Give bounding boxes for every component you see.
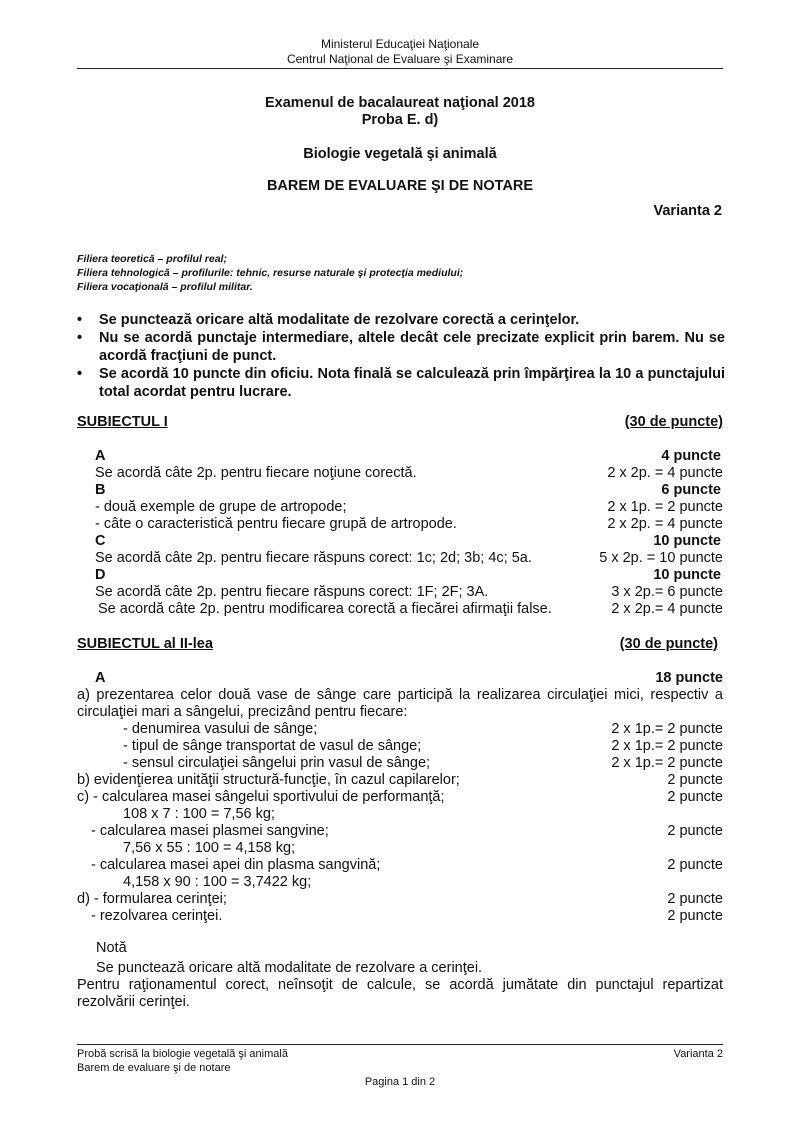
criterion-score: 2 puncte — [667, 857, 723, 873]
section-label: D — [95, 567, 106, 583]
rule-item: • Se punctează oricare altă modalitate de rezolvare corectă a cerinţelor. — [77, 311, 725, 329]
section-points: 6 puncte — [661, 482, 721, 498]
criterion-text: Se acordă câte 2p. pentru fiecare răspuns corect: 1F; 2F; 3A. — [95, 584, 489, 600]
score-row — [95, 499, 723, 516]
criterion-text: - tipul de sânge transportat de vasul de sânge; — [123, 738, 422, 754]
rule-item: • Se acordă 10 puncte din oficiu. Nota finală se calculează prin împărţirea la 10 a punctajului total acordat pentru lucrare. — [77, 365, 725, 401]
score-row — [95, 550, 723, 567]
section-a-header — [95, 448, 723, 465]
subiect-2-title: SUBIECTUL al II-lea — [77, 636, 213, 652]
criterion-score: 2 puncte — [667, 891, 723, 907]
section-points: 4 puncte — [661, 448, 721, 464]
exam-title: Examenul de bacalaureat naţional 2018 — [265, 95, 535, 111]
score-row — [77, 721, 723, 738]
institution-line-1: Ministerul Educaţiei Naţionale — [320, 37, 480, 51]
calculation-text: 4,158 x 90 : 100 = 3,7422 kg; — [123, 874, 312, 890]
criterion-score: 2 x 2p. = 4 puncte — [607, 516, 723, 532]
criterion-score: 2 puncte — [667, 908, 723, 924]
subiect-2-body — [77, 670, 723, 925]
section-points: 18 puncte — [655, 670, 723, 686]
section-label: B — [95, 482, 106, 498]
criterion-text: - denumirea vasului de sânge; — [123, 721, 318, 737]
footer-left-2: Barem de evaluare şi de notare — [77, 1062, 231, 1074]
section-b-header — [95, 482, 723, 499]
criterion-score: 2 x 1p. = 2 puncte — [607, 499, 723, 515]
barem-title: BAREM DE EVALUARE ŞI DE NOTARE — [266, 178, 534, 194]
criterion-score: 2 puncte — [667, 772, 723, 788]
nota-line-2: Pentru raţionamentul corect, neînsoţit de calcule, se acordă jumătate din punctajul repartizat rezolvării cerinţei. — [77, 977, 723, 1010]
subiect-1-title: SUBIECTUL I — [77, 414, 168, 430]
calculation-text: 7,56 x 55 : 100 = 4,158 kg; — [123, 840, 296, 856]
score-row — [95, 584, 723, 601]
score-row — [77, 755, 723, 772]
section-c-header — [95, 533, 723, 550]
subiect-1-body — [95, 448, 723, 618]
criterion-score: 2 puncte — [667, 823, 723, 839]
criterion-score: 2 x 1p.= 2 puncte — [611, 721, 723, 737]
subiect-1-heading — [77, 414, 723, 430]
criterion-text: Se acordă câte 2p. pentru modificarea corectă a fiecărei afirmaţii false. — [98, 601, 552, 617]
score-row — [95, 465, 723, 482]
criterion-score: 2 x 1p.= 2 puncte — [611, 755, 723, 771]
section-d-header — [95, 567, 723, 584]
institution-line-2: Centrul Naţional de Evaluare şi Examinare — [286, 52, 514, 66]
general-rules — [77, 311, 725, 401]
criterion-text: - sensul circulaţiei sângelui prin vasul de sânge; — [123, 755, 431, 771]
criterion-text: - câte o caracteristică pentru fiecare grupă de artropode. — [95, 516, 457, 532]
section-points: 10 puncte — [653, 533, 721, 549]
footer-varianta: Varianta 2 — [673, 1048, 723, 1060]
score-row — [77, 857, 723, 874]
calculation-row — [77, 874, 723, 891]
section-label: A — [95, 670, 106, 686]
footer-left-1: Probă scrisă la biologie vegetală şi animală — [77, 1048, 288, 1060]
criterion-text: - calcularea masei plasmei sangvine; — [91, 823, 329, 839]
criterion-score: 2 x 2p.= 4 puncte — [611, 601, 723, 617]
rule-item: • Nu se acordă punctaje intermediare, altele decât cele precizate explicit prin barem. Nu se acordă fracţiuni de punct. — [77, 329, 725, 365]
section-a-header — [77, 670, 723, 687]
varianta-label: Varianta 2 — [653, 203, 722, 219]
proba-title: Proba E. d) — [361, 112, 439, 128]
score-row — [77, 738, 723, 755]
criterion-text: - rezolvarea cerinţei. — [91, 908, 223, 924]
criterion-score: 2 x 1p.= 2 puncte — [611, 738, 723, 754]
filiera-1: Filiera teoretică – profilul real; — [77, 253, 227, 265]
subiect-1-points: (30 de puncte) — [624, 414, 723, 430]
score-row — [77, 908, 723, 925]
score-row — [77, 823, 723, 840]
calculation-text: 108 x 7 : 100 = 7,56 kg; — [123, 806, 275, 822]
calculation-row — [77, 840, 723, 857]
subiect-2-points: (30 de puncte) — [619, 636, 718, 652]
section-points: 10 puncte — [653, 567, 721, 583]
criterion-text: c) - calcularea masei sângelui sportivului de performanţă; — [77, 789, 445, 805]
score-row — [77, 789, 723, 806]
criterion-text: d) - formularea cerinţei; — [77, 891, 227, 907]
subiect-2-heading — [77, 636, 718, 652]
section-label: C — [95, 533, 106, 549]
score-row — [77, 891, 723, 908]
score-row — [77, 772, 723, 789]
score-row — [95, 601, 723, 618]
score-row — [95, 516, 723, 533]
header-divider — [77, 68, 723, 69]
criterion-text: - calcularea masei apei din plasma sangvină; — [91, 857, 381, 873]
criterion-text: Se acordă câte 2p. pentru fiecare noţiune corectă. — [95, 465, 417, 481]
page-number: Pagina 1 din 2 — [364, 1076, 436, 1088]
calculation-row — [77, 806, 723, 823]
criterion-text: - două exemple de grupe de artropode; — [95, 499, 347, 515]
criterion-text: b) evidenţierea unităţii structură-funcţie, în cazul capilarelor; — [77, 772, 460, 788]
subject-title: Biologie vegetală şi animală — [303, 146, 497, 162]
footer-divider — [77, 1044, 723, 1045]
nota-line-1: Se punctează oricare altă modalitate de rezolvare a cerinţei. — [96, 960, 483, 976]
nota-block — [77, 940, 723, 1011]
nota-title: Notă — [96, 940, 127, 956]
criterion-score: 2 x 2p. = 4 puncte — [607, 465, 723, 481]
a-intro: a) prezentarea celor două vase de sânge care participă la realizarea circulaţiei mici, respectiv a circulaţiei mari a sângelui, precizând pentru fiecare: — [77, 687, 723, 720]
filiera-3: Filiera vocaţională – profilul militar. — [77, 281, 253, 293]
criterion-score: 5 x 2p. = 10 puncte — [599, 550, 723, 566]
filiera-2: Filiera tehnologică – profilurile: tehnic, resurse naturale şi protecţia mediului; — [77, 267, 464, 279]
criterion-score: 2 puncte — [667, 789, 723, 805]
section-label: A — [95, 448, 106, 464]
criterion-text: Se acordă câte 2p. pentru fiecare răspuns corect: 1c; 2d; 3b; 4c; 5a. — [95, 550, 532, 566]
criterion-score: 3 x 2p.= 6 puncte — [611, 584, 723, 600]
